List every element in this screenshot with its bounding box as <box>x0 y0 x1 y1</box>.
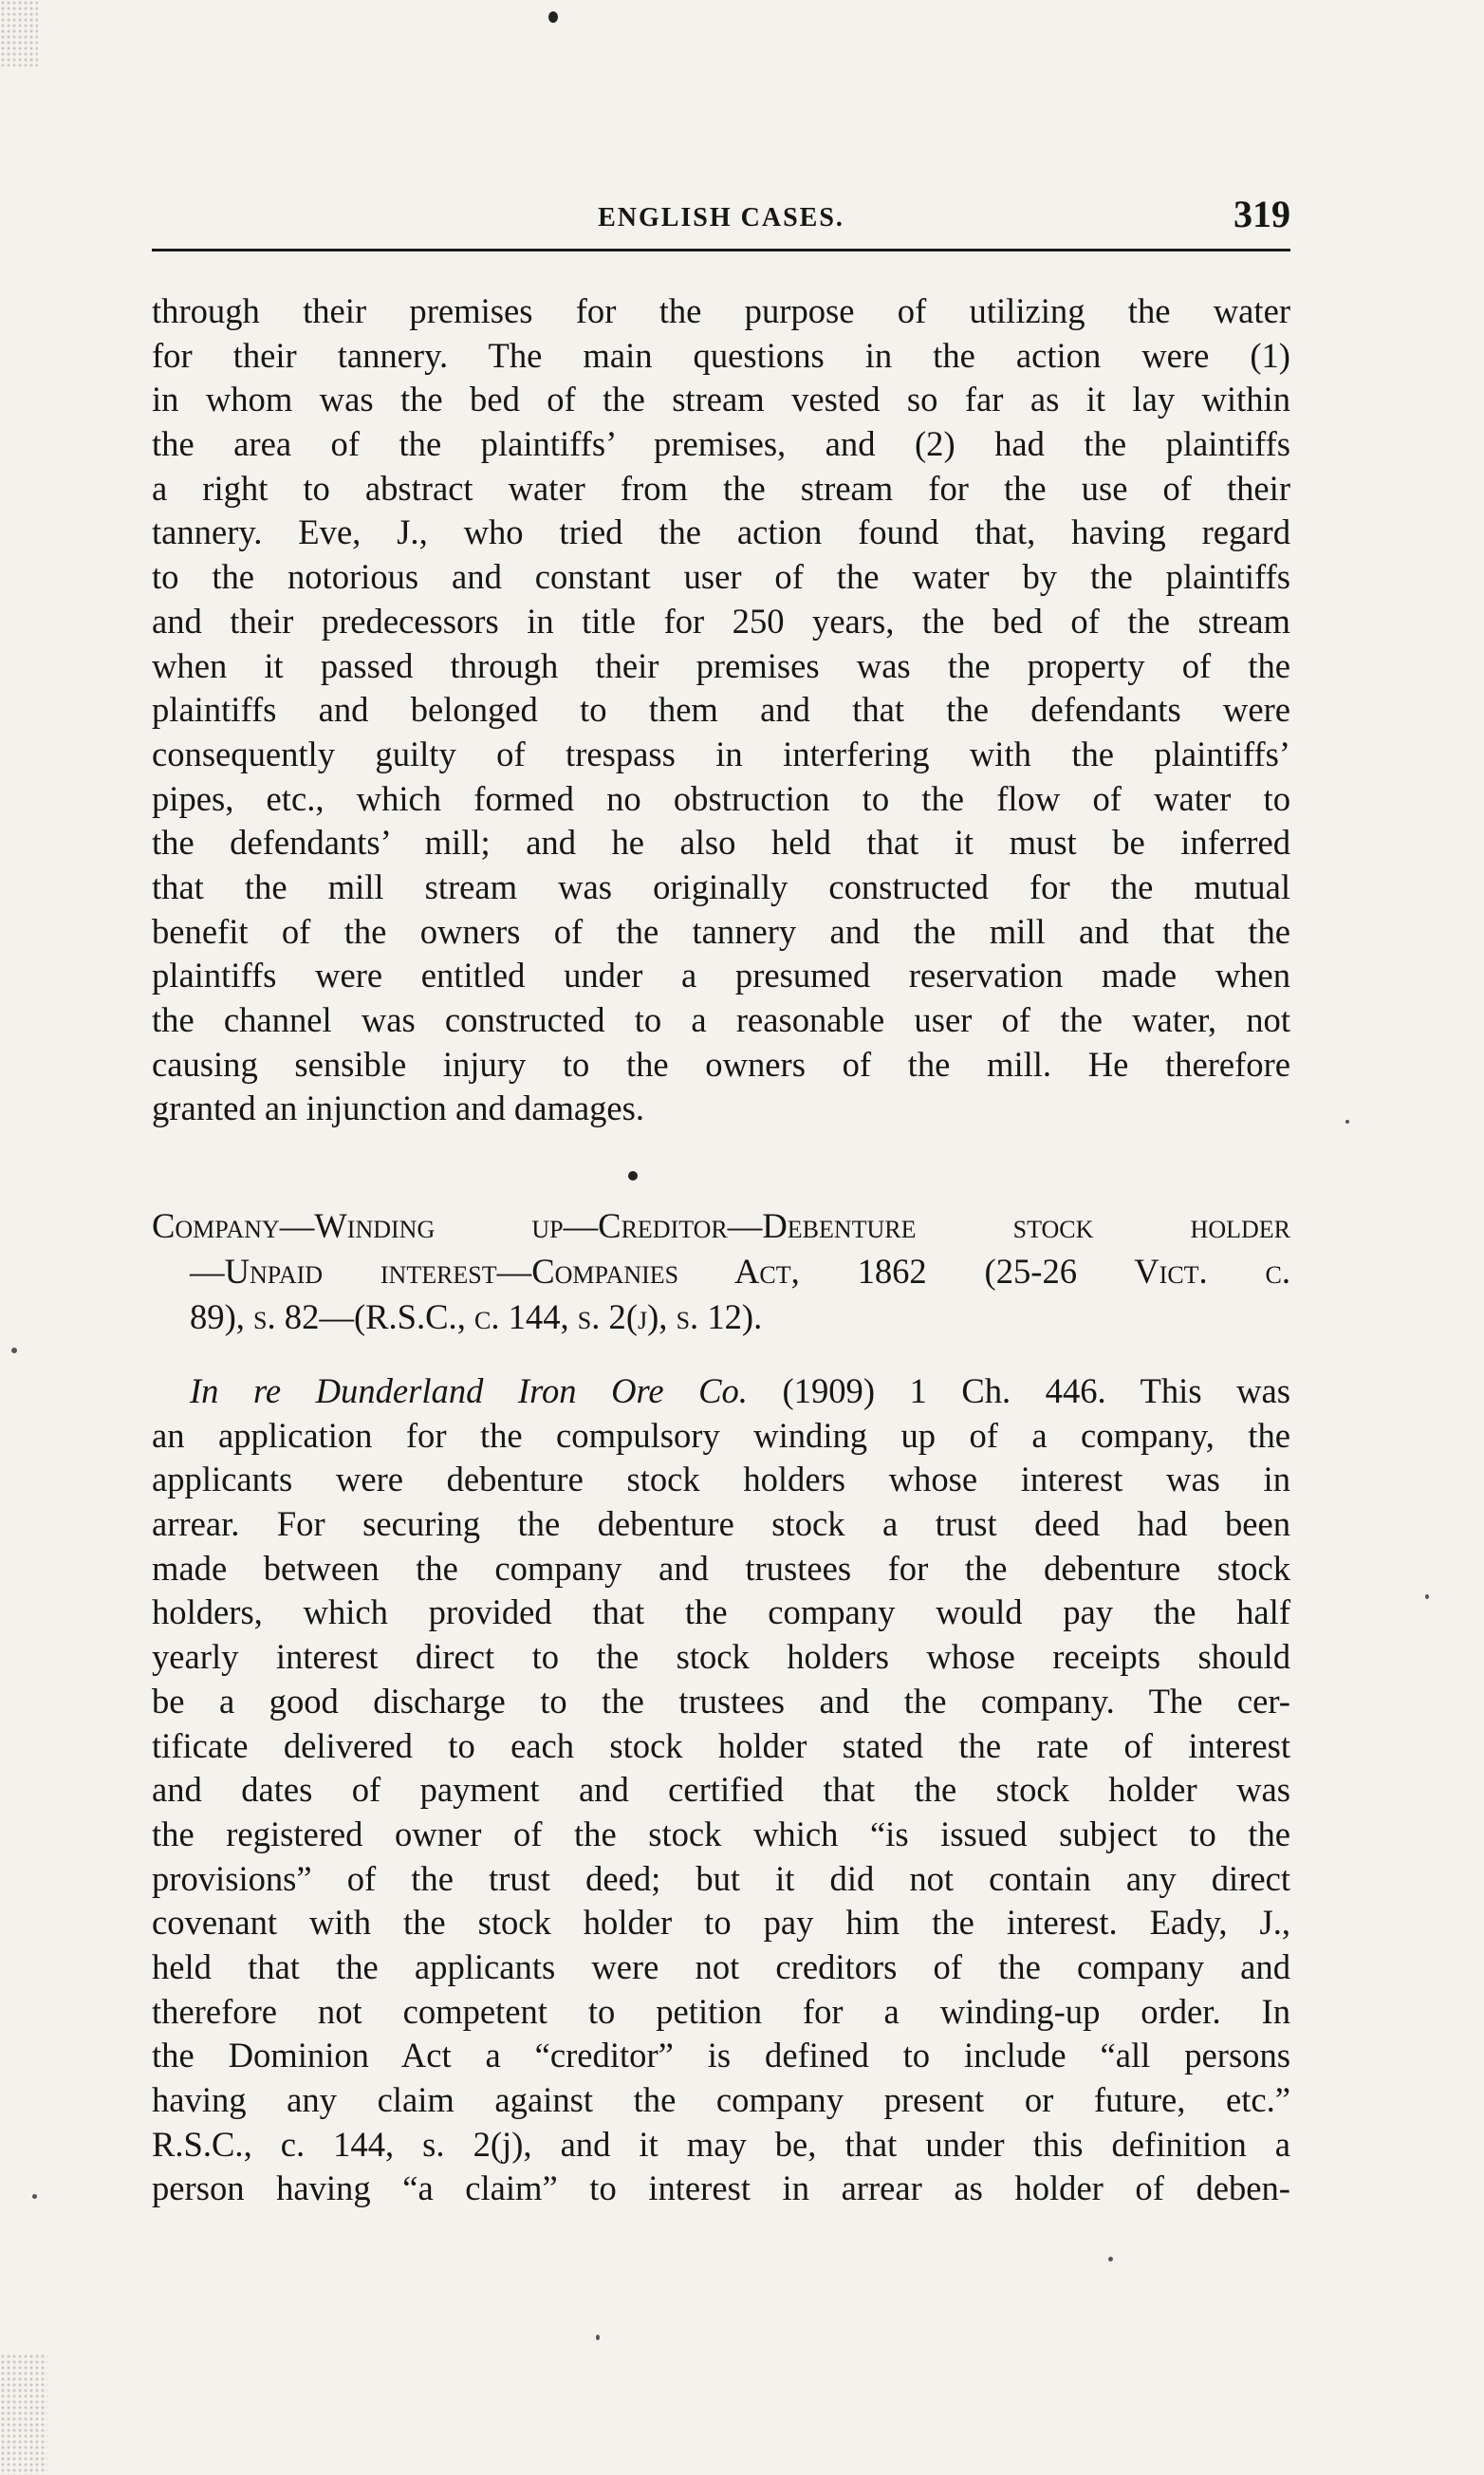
text-line: the Dominion Act a “creditor” is defined to include “all persons <box>152 2036 1290 2075</box>
text-line: the channel was constructed to a reasonable user of the water, not <box>152 1000 1290 1039</box>
text-line: through their premises for the purpose of utilizing the water <box>152 291 1290 330</box>
text-line: person having “a claim” to interest in arrear as holder of deben- <box>152 2168 1290 2208</box>
page-number: 319 <box>1234 193 1290 235</box>
case-citation: (1909) 1 Ch. 446. This was <box>747 1371 1290 1410</box>
text-line: therefore not competent to petition for a winding-up order. In <box>152 1991 1290 2031</box>
headnote-line: —Unpaid interest—Companies Act, 1862 (25-26 Vict. c. <box>190 1252 1290 1291</box>
scan-speck <box>1425 1594 1429 1599</box>
running-title: ENGLISH CASES. <box>598 203 844 233</box>
text-line: plaintiffs were entitled under a presumed reservation made when <box>152 956 1290 996</box>
text-line: arrear. For securing the debenture stock a trust deed had been <box>152 1504 1290 1544</box>
text-line: granted an injunction and damages. <box>152 1089 645 1128</box>
text-line: having any claim against the company present or future, etc.” <box>152 2080 1290 2119</box>
page-header <box>152 190 1290 247</box>
text-line: covenant with the stock holder to pay him the interest. Eady, J., <box>152 1903 1290 1943</box>
text-line: be a good discharge to the trustees and the company. The cer- <box>152 1681 1290 1721</box>
scan-edge-noise <box>0 0 38 66</box>
text-line: applicants were debenture stock holders whose interest was in <box>152 1460 1290 1499</box>
text-line: R.S.C., c. 144, s. 2(j), and it may be, that under this definition a <box>152 2124 1290 2164</box>
section-separator-dot <box>628 1171 638 1181</box>
text-line: when it passed through their premises was the property of the <box>152 645 1290 685</box>
scan-speck <box>1345 1120 1349 1124</box>
text-line: the area of the plaintiffs’ premises, and (2) had the plaintiffs <box>152 424 1290 464</box>
scan-speck <box>32 2194 37 2199</box>
text-line: benefit of the owners of the tannery and the mill and that the <box>152 911 1290 951</box>
scan-speck <box>596 2335 600 2340</box>
text-line: an application for the compulsory winding up of a company, the <box>152 1415 1290 1455</box>
text-line: plaintiffs and belonged to them and that the defendants were <box>152 690 1290 730</box>
ink-speck <box>548 11 558 23</box>
scan-speck <box>1108 2257 1113 2261</box>
text-line: the registered owner of the stock which “is issued subject to the <box>152 1814 1290 1853</box>
scan-speck <box>11 1348 17 1353</box>
headnote-line: Company—Winding up—Creditor—Debenture stock holder <box>152 1206 1290 1245</box>
text-line: causing sensible injury to the owners of the mill. He therefore <box>152 1044 1290 1084</box>
case-name: In re Dunderland Iron Ore Co. <box>190 1371 748 1410</box>
case-headnote <box>152 1203 1290 1340</box>
text-line: consequently guilty of trespass in interfering with the plaintiffs’ <box>152 734 1290 773</box>
headnote-line: 89), s. 82—(R.S.C., c. 144, s. 2(j), s. 12). <box>190 1297 763 1336</box>
text-line: for their tannery. The main questions in the action were (1) <box>152 335 1290 375</box>
text-line: that the mill stream was originally constructed for the mutual <box>152 866 1290 906</box>
text-line: yearly interest direct to the stock holders whose receipts should <box>152 1637 1290 1677</box>
text-line: and their predecessors in title for 250 years, the bed of the stream <box>152 601 1290 641</box>
text-line: held that the applicants were not creditors of the company and <box>152 1946 1290 1986</box>
scan-edge-noise <box>0 2354 47 2475</box>
case-paragraph <box>152 1369 1290 2211</box>
text-line: tannery. Eve, J., who tried the action found that, having regard <box>152 512 1290 552</box>
text-line: holders, which provided that the company would pay the half <box>152 1592 1290 1632</box>
text-line: and dates of payment and certified that the stock holder was <box>152 1770 1290 1810</box>
text-line: made between the company and trustees for the debenture stock <box>152 1548 1290 1588</box>
text-line: tificate delivered to each stock holder stated the rate of interest <box>152 1725 1290 1765</box>
text-line: pipes, etc., which formed no obstruction to the flow of water to <box>152 778 1290 818</box>
text-line: a right to abstract water from the stream for the use of their <box>152 468 1290 508</box>
paragraph-continuation <box>152 289 1290 1131</box>
text-line: in whom was the bed of the stream vested so far as it lay within <box>152 380 1290 419</box>
text-line: to the notorious and constant user of the water by the plaintiffs <box>152 557 1290 597</box>
text-line: provisions” of the trust deed; but it did not contain any direct <box>152 1858 1290 1898</box>
header-rule <box>152 249 1290 251</box>
text-line: the defendants’ mill; and he also held that it must be inferred <box>152 823 1290 863</box>
text-line-first <box>152 1369 1290 1414</box>
